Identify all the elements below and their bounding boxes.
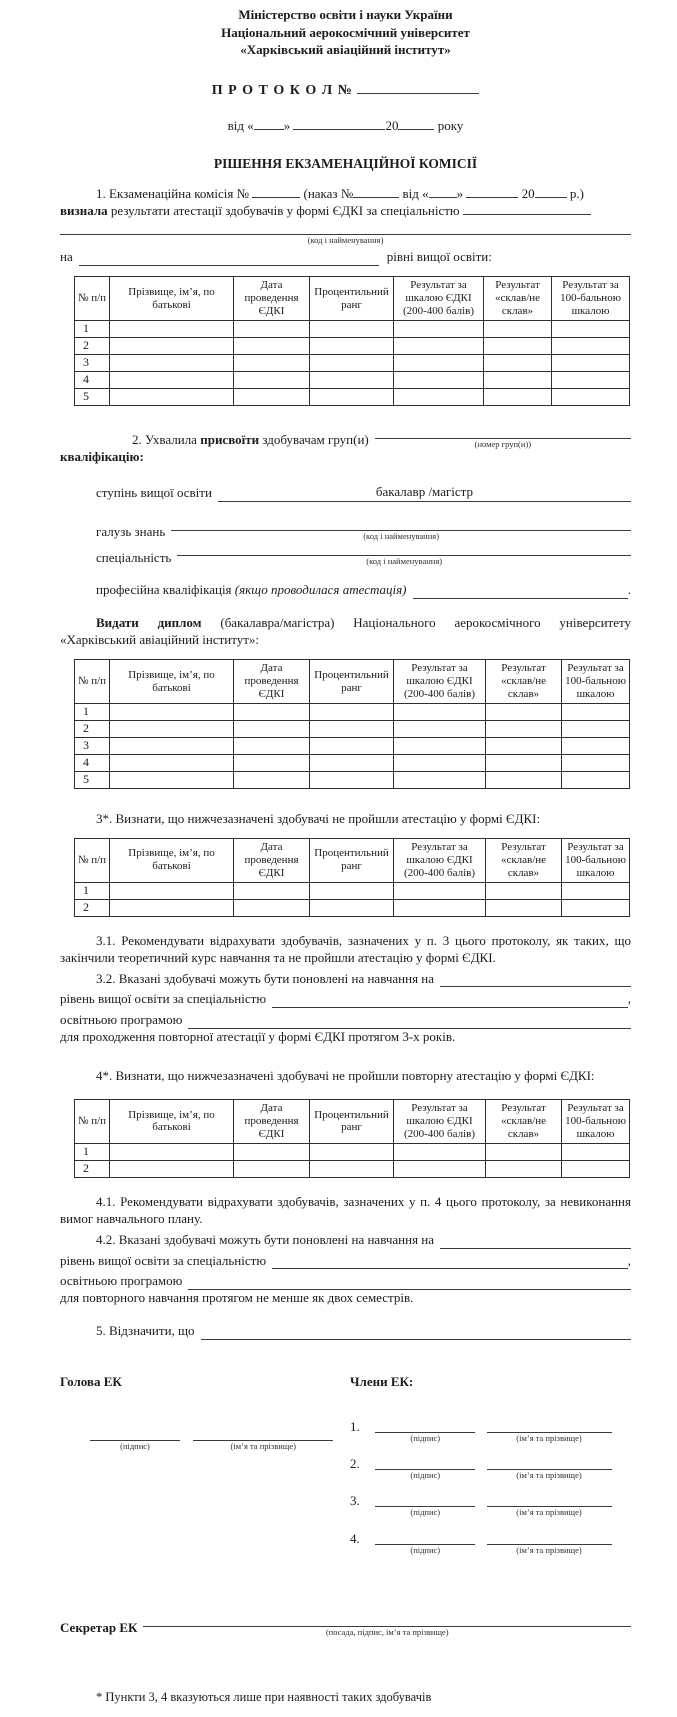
- s1-century: 20: [521, 186, 535, 202]
- section5-blank: [201, 1339, 631, 1340]
- s32-l2-text: рівень вищої освіти за спеціальністю: [60, 991, 267, 1007]
- s1-code-line-blank: [60, 222, 631, 235]
- col-100-scale: Результат за 100-бальною шкалою: [552, 277, 630, 321]
- chair-sign-unit: [90, 1427, 180, 1451]
- table-cell-empty: [110, 372, 234, 389]
- s2-num: 2. Ухвалила: [132, 432, 197, 448]
- s1-commission: 1. Екзаменаційна комісія №: [96, 186, 249, 202]
- diploma-rest: (бакалавра/магістра) Національного аерокосмічного університету «Харківський авіаційний інститут»:: [60, 615, 632, 648]
- table-cell-empty: [110, 882, 234, 899]
- section5-row: [60, 1323, 631, 1340]
- table-cell-empty: [310, 389, 394, 406]
- specialty-caption: (код і найменування): [366, 556, 443, 567]
- col-pass-fail: Результат «склав/не склав»: [486, 660, 562, 704]
- s1-from: від «: [402, 186, 429, 202]
- member-name-unit: [487, 1419, 612, 1443]
- member-sign-blank: [375, 1419, 475, 1433]
- s1-order: (наказ №: [303, 186, 354, 202]
- member-sign-unit: [375, 1456, 475, 1480]
- table-cell-empty: [562, 720, 630, 737]
- diploma-bold: Видати диплом: [96, 615, 202, 631]
- table-cell-empty: [552, 355, 630, 372]
- table-cell-empty: [394, 703, 486, 720]
- table-cell-empty: [310, 338, 394, 355]
- table-cell-empty: [234, 737, 310, 754]
- table-cell-empty: [234, 882, 310, 899]
- col-percentile: Процентильний ранг: [310, 838, 394, 882]
- s42-l2-blank: [272, 1268, 628, 1269]
- row-number: 2: [75, 899, 110, 916]
- s32-l1-text: 3.2. Вказані здобувачі можуть бути поновлені на навчання на: [96, 970, 435, 986]
- col-percentile: Процентильний ранг: [310, 277, 394, 321]
- member-number: 3.: [350, 1493, 360, 1509]
- s32-l3-text: освітньою програмою: [60, 1012, 183, 1028]
- chair-sign-caption: (підпис): [120, 1441, 150, 1452]
- member-number: 1.: [350, 1419, 360, 1435]
- s32-l1-blank: [440, 986, 631, 987]
- table-cell-empty: [394, 720, 486, 737]
- section4-2-line3: [60, 1273, 631, 1290]
- member-sign-blank: [375, 1456, 475, 1470]
- col-percentile: Процентильний ранг: [310, 660, 394, 704]
- s1-verdict-bold: визнала: [60, 203, 108, 219]
- specialty-label: спеціальність: [96, 549, 172, 565]
- table-cell-empty: [394, 321, 484, 338]
- table-cell-empty: [562, 754, 630, 771]
- col-edki-scale: Результат за шкалою ЄДКІ (200-400 балів): [394, 1100, 486, 1144]
- member-number: 4.: [350, 1530, 360, 1546]
- member-name-unit: [487, 1531, 612, 1555]
- table-row: [75, 321, 630, 338]
- table-cell-empty: [552, 321, 630, 338]
- col-number: № п/п: [75, 277, 110, 321]
- s1-commission-number-blank: [252, 186, 300, 198]
- section2-row: [60, 426, 631, 449]
- member-row: [350, 1419, 631, 1443]
- table-cell-empty: [110, 754, 234, 771]
- s1-na-label: на: [60, 249, 73, 265]
- s2-post: здобувачам груп(и): [262, 432, 369, 448]
- table-cell-empty: [394, 1160, 486, 1177]
- table-cell-empty: [234, 389, 310, 406]
- table-row: [75, 720, 630, 737]
- table-cell-empty: [110, 355, 234, 372]
- col-100-scale: Результат за 100-бальною шкалою: [562, 1100, 630, 1144]
- row-number: 5: [75, 389, 110, 406]
- member-sign-caption: (підпис): [410, 1507, 441, 1518]
- section1-paragraph: [60, 186, 631, 220]
- table-cell-empty: [486, 1143, 562, 1160]
- table-cell-empty: [310, 720, 394, 737]
- table-row: [75, 899, 630, 916]
- table-cell-empty: [110, 899, 234, 916]
- university-line-1: Національний аерокосмічний університет: [221, 24, 470, 40]
- s1-level-row: [60, 249, 631, 266]
- chair-name-caption: (ім’я та прізвище): [230, 1441, 296, 1452]
- table-row: [75, 389, 630, 406]
- s42-l2-text: рівень вищої освіти за спеціальністю: [60, 1252, 267, 1268]
- table-cell-empty: [394, 338, 484, 355]
- member-name-blank: [487, 1456, 612, 1470]
- table-cell-empty: [562, 737, 630, 754]
- chair-signature-row: [60, 1427, 350, 1451]
- s2-assign-bold: присвоїти: [200, 432, 260, 448]
- table-cell-empty: [394, 882, 486, 899]
- table-cell-empty: [310, 1143, 394, 1160]
- row-number: 3: [75, 355, 110, 372]
- col-name: Прізвище, ім’я, по батькові: [110, 838, 234, 882]
- chair-name-unit: [193, 1427, 333, 1451]
- secretary-label: Секретар ЕК: [60, 1620, 138, 1636]
- specialty-blank: [177, 543, 631, 556]
- s1-month-blank: [466, 186, 518, 198]
- col-edki-scale: Результат за шкалою ЄДКІ (200-400 балів): [394, 277, 484, 321]
- footnote: * Пункти 3, 4 вказуються лише при наявності таких здобувачів: [96, 1689, 432, 1704]
- branch-caption: (код і найменування): [363, 531, 440, 542]
- table-header-row: [75, 277, 630, 321]
- col-edki-scale: Результат за шкалою ЄДКІ (200-400 балів): [394, 660, 486, 704]
- s1-year-abbrev: р.): [569, 186, 584, 202]
- table-cell-empty: [110, 389, 234, 406]
- table-cell-empty: [234, 899, 310, 916]
- table-cell-empty: [486, 899, 562, 916]
- section3-2-line4: для проходження повторної атестації у формі ЄДКІ протягом 3-х років.: [60, 1029, 456, 1045]
- col-date: Дата проведення ЄДКІ: [234, 277, 310, 321]
- member-sign-unit: [375, 1531, 475, 1555]
- date-prefix: від «: [227, 117, 254, 133]
- table-cell-empty: [394, 355, 484, 372]
- member-sign-caption: (підпис): [410, 1544, 441, 1555]
- row-number: 1: [75, 321, 110, 338]
- branch-blank: [171, 518, 631, 531]
- member-name-caption: (ім’я та прізвище): [516, 1433, 582, 1444]
- member-name-unit: [487, 1456, 612, 1480]
- table-header-row: [75, 1100, 630, 1144]
- specialty-field: [177, 543, 631, 566]
- row-number: 2: [75, 1160, 110, 1177]
- table-cell-empty: [234, 338, 310, 355]
- secretary-row: [60, 1614, 631, 1637]
- s1-level-blank: [79, 254, 379, 266]
- table-cell-empty: [562, 1143, 630, 1160]
- table-header-row: [75, 660, 630, 704]
- table-cell-empty: [110, 737, 234, 754]
- section3-title: 3*. Визнати, що нижчезазначені здобувачі не пройшли атестацію у формі ЄДКІ:: [96, 810, 541, 826]
- branch-row: [60, 518, 631, 541]
- table-cell-empty: [310, 1160, 394, 1177]
- profession-blank: [413, 598, 628, 599]
- s42-l3-text: освітньою програмою: [60, 1273, 183, 1289]
- chair-sign-blank: [90, 1427, 180, 1441]
- table-cell-empty: [394, 899, 486, 916]
- s42-l1-text: 4.2. Вказані здобувачі можуть бути поновлені на навчання на: [96, 1231, 435, 1247]
- section4-2-line2: [60, 1253, 631, 1270]
- member-name-blank: [487, 1419, 612, 1433]
- row-number: 1: [75, 703, 110, 720]
- table-cell-empty: [394, 737, 486, 754]
- s2-group-fill: [375, 426, 631, 449]
- section4-2-line1: [60, 1232, 631, 1249]
- table-header-row: [75, 838, 630, 882]
- protocol-number-blank: [357, 81, 479, 94]
- row-number: 5: [75, 771, 110, 788]
- table-cell-empty: [234, 1143, 310, 1160]
- row-number: 3: [75, 737, 110, 754]
- member-row: [350, 1531, 631, 1555]
- date-century: 20: [385, 117, 399, 133]
- section3-1-paragraph: 3.1. Рекомендувати відрахувати здобувачів, зазначених у п. 3 цього протоколу, як таких, що закінчили теоретичний курс навчання та не пройшли атестацію у формі ЄДКІ.: [60, 932, 631, 965]
- date-line: [60, 118, 631, 135]
- col-pass-fail: Результат «склав/не склав»: [486, 838, 562, 882]
- section4-1-paragraph: 4.1. Рекомендувати відрахувати здобувачів, зазначених у п. 4 цього протоколу, за невиконання вимог навчального плану.: [60, 1193, 631, 1226]
- col-pass-fail: Результат «склав/не склав»: [486, 1100, 562, 1144]
- row-number: 1: [75, 1143, 110, 1160]
- section4-2-line4: для повторного навчання протягом не менше як двох семестрів.: [60, 1290, 414, 1306]
- chair-label: Голова ЕК: [60, 1374, 122, 1390]
- table-cell-empty: [394, 389, 484, 406]
- s42-l1-blank: [440, 1248, 631, 1249]
- table-cell-empty: [562, 771, 630, 788]
- member-sign-blank: [375, 1493, 475, 1507]
- table-cell-empty: [310, 899, 394, 916]
- member-sign-unit: [375, 1419, 475, 1443]
- member-name-blank: [487, 1493, 612, 1507]
- section3-2-line3: [60, 1012, 631, 1029]
- s1-level-label: рівні вищої освіти:: [386, 249, 492, 265]
- table-cell-empty: [486, 737, 562, 754]
- table-cell-empty: [234, 754, 310, 771]
- table-cell-empty: [234, 771, 310, 788]
- table-row: [75, 771, 630, 788]
- table-cell-empty: [486, 703, 562, 720]
- secretary-caption: (посада, підпис, ім’я та прізвище): [325, 1626, 449, 1637]
- table-cell-empty: [234, 703, 310, 720]
- table-row: [75, 338, 630, 355]
- table-cell-empty: [562, 703, 630, 720]
- profession-label-group: [96, 582, 407, 599]
- table-cell-empty: [562, 882, 630, 899]
- table-row: [75, 355, 630, 372]
- s2-qualification-label: кваліфікацію:: [60, 449, 144, 465]
- col-100-scale: Результат за 100-бальною шкалою: [562, 660, 630, 704]
- member-sign-caption: (підпис): [410, 1433, 441, 1444]
- table-cell-empty: [234, 372, 310, 389]
- table-cell-empty: [486, 771, 562, 788]
- table-cell-empty: [394, 771, 486, 788]
- table-cell-empty: [484, 389, 552, 406]
- table-cell-empty: [552, 389, 630, 406]
- profession-period: .: [627, 582, 631, 598]
- table-cell-empty: [394, 1143, 486, 1160]
- table-row: [75, 703, 630, 720]
- table-row: [75, 1160, 630, 1177]
- table-cell-empty: [394, 372, 484, 389]
- table-cell-empty: [310, 754, 394, 771]
- table-cell-empty: [310, 372, 394, 389]
- degree-value-field: [218, 484, 631, 502]
- col-number: № п/п: [75, 660, 110, 704]
- col-edki-scale: Результат за шкалою ЄДКІ (200-400 балів): [394, 838, 486, 882]
- section3-2-line2: [60, 991, 631, 1008]
- row-number: 2: [75, 338, 110, 355]
- section3-2-line1: [60, 971, 631, 988]
- date-close-quote: »: [283, 117, 291, 133]
- col-name: Прізвище, ім’я, по батькові: [110, 660, 234, 704]
- table-cell-empty: [110, 720, 234, 737]
- table-cell-empty: [486, 1160, 562, 1177]
- s1-order-number-blank: [353, 186, 399, 198]
- col-pass-fail: Результат «склав/не склав»: [484, 277, 552, 321]
- member-sign-unit: [375, 1493, 475, 1517]
- table-cell-empty: [234, 355, 310, 372]
- protocol-label: П Р О Т О К О Л №: [211, 82, 353, 98]
- table-cell-empty: [562, 899, 630, 916]
- member-number: 2.: [350, 1456, 360, 1472]
- profession-note-italic: (якщо проводилася атестація): [234, 582, 407, 598]
- members-label: Члени ЕК:: [350, 1374, 414, 1390]
- chair-name-blank: [193, 1427, 333, 1441]
- members-list: [350, 1419, 631, 1555]
- table-cell-empty: [110, 321, 234, 338]
- table-cell-empty: [310, 771, 394, 788]
- table-cell-empty: [310, 882, 394, 899]
- table-cell-empty: [486, 754, 562, 771]
- table-cell-empty: [552, 372, 630, 389]
- member-row: [350, 1456, 631, 1480]
- date-suffix: року: [437, 117, 464, 133]
- s1-specialty-blank: [463, 203, 591, 215]
- s1-attestation-text: результати атестації здобувачів у формі ЄДКІ за спеціальністю: [110, 203, 460, 219]
- secretary-field: [143, 1614, 631, 1637]
- profession-label: професійна кваліфікація: [96, 582, 232, 598]
- col-name: Прізвище, ім’я, по батькові: [110, 277, 234, 321]
- table-cell-empty: [484, 338, 552, 355]
- col-number: № п/п: [75, 838, 110, 882]
- s2-group-caption: (номер груп(и)): [474, 439, 532, 450]
- member-name-caption: (ім’я та прізвище): [516, 1470, 582, 1481]
- col-percentile: Процентильний ранг: [310, 1100, 394, 1144]
- col-date: Дата проведення ЄДКІ: [234, 838, 310, 882]
- table-cell-empty: [484, 355, 552, 372]
- table-cell-empty: [394, 754, 486, 771]
- table-cell-empty: [552, 338, 630, 355]
- table-cell-empty: [110, 1160, 234, 1177]
- date-month-blank: [293, 118, 385, 130]
- s32-l2-blank: [272, 1007, 628, 1008]
- branch-label: галузь знань: [96, 524, 166, 540]
- member-name-caption: (ім’я та прізвище): [516, 1507, 582, 1518]
- table-row: [75, 372, 630, 389]
- table-row: [75, 882, 630, 899]
- s1-close-quote: »: [456, 186, 464, 202]
- member-name-caption: (ім’я та прізвище): [516, 1544, 582, 1555]
- member-sign-blank: [375, 1531, 475, 1545]
- members-column: [350, 1374, 631, 1568]
- degree-row: [60, 484, 631, 502]
- table-cell-empty: [310, 355, 394, 372]
- table-cell-empty: [110, 338, 234, 355]
- table-cell-empty: [486, 882, 562, 899]
- table-row: [75, 737, 630, 754]
- table-cell-empty: [110, 1143, 234, 1160]
- protocol-title: [60, 81, 631, 100]
- table-cell-empty: [310, 321, 394, 338]
- table-cell-empty: [484, 321, 552, 338]
- table-cell-empty: [110, 703, 234, 720]
- degree-label: ступінь вищої освіти: [96, 485, 212, 501]
- date-year-blank: [398, 118, 434, 130]
- section5-label: 5. Відзначити, що: [96, 1323, 195, 1339]
- signatures-block: [60, 1374, 631, 1568]
- s2-pre: [60, 432, 369, 449]
- table-cell-empty: [484, 372, 552, 389]
- col-date: Дата проведення ЄДКІ: [234, 1100, 310, 1144]
- member-name-blank: [487, 1531, 612, 1545]
- chair-column: [60, 1374, 350, 1568]
- s1-year-blank: [535, 186, 567, 198]
- diploma-paragraph: [60, 615, 631, 649]
- degree-value: бакалавр /магістр: [375, 484, 474, 500]
- table-cell-empty: [234, 1160, 310, 1177]
- s42-l2-comma: ,: [627, 1252, 631, 1268]
- table-row: [75, 754, 630, 771]
- col-number: № п/п: [75, 1100, 110, 1144]
- table-cell-empty: [234, 720, 310, 737]
- col-name: Прізвище, ім’я, по батькові: [110, 1100, 234, 1144]
- col-date: Дата проведення ЄДКІ: [234, 660, 310, 704]
- specialty-row: [60, 543, 631, 566]
- table-cell-empty: [310, 737, 394, 754]
- member-sign-caption: (підпис): [410, 1470, 441, 1481]
- table-cell-empty: [310, 703, 394, 720]
- s2-group-blank: [375, 426, 631, 439]
- profession-row: [60, 582, 631, 599]
- table-cell-empty: [110, 771, 234, 788]
- decision-title: РІШЕННЯ ЕКЗАМЕНАЦІЙНОЇ КОМІСІЇ: [213, 155, 478, 171]
- ministry-line: Міністерство освіти і науки України: [238, 7, 453, 22]
- s1-day-blank: [429, 186, 457, 198]
- row-number: 4: [75, 372, 110, 389]
- section4-title: 4*. Визнати, що нижчезазначені здобувачі не пройшли повторну атестацію у формі ЄДКІ:: [96, 1068, 595, 1084]
- row-number: 4: [75, 754, 110, 771]
- row-number: 1: [75, 882, 110, 899]
- table-row: [75, 1143, 630, 1160]
- results-table-2: [74, 659, 630, 789]
- member-row: [350, 1493, 631, 1517]
- s1-code-caption: (код і найменування): [307, 235, 384, 246]
- s32-l2-comma: ,: [627, 991, 631, 1007]
- branch-field: [171, 518, 631, 541]
- col-100-scale: Результат за 100-бальною шкалою: [562, 838, 630, 882]
- member-name-unit: [487, 1493, 612, 1517]
- results-table-4: [74, 1099, 630, 1178]
- row-number: 2: [75, 720, 110, 737]
- results-table-1: [74, 276, 630, 406]
- secretary-blank: [143, 1614, 631, 1627]
- results-table-3: [74, 838, 630, 917]
- table-cell-empty: [486, 720, 562, 737]
- table-cell-empty: [562, 1160, 630, 1177]
- table-cell-empty: [234, 321, 310, 338]
- date-day-blank: [254, 118, 284, 130]
- university-line-2: «Харківський авіаційний інститут»: [240, 42, 451, 58]
